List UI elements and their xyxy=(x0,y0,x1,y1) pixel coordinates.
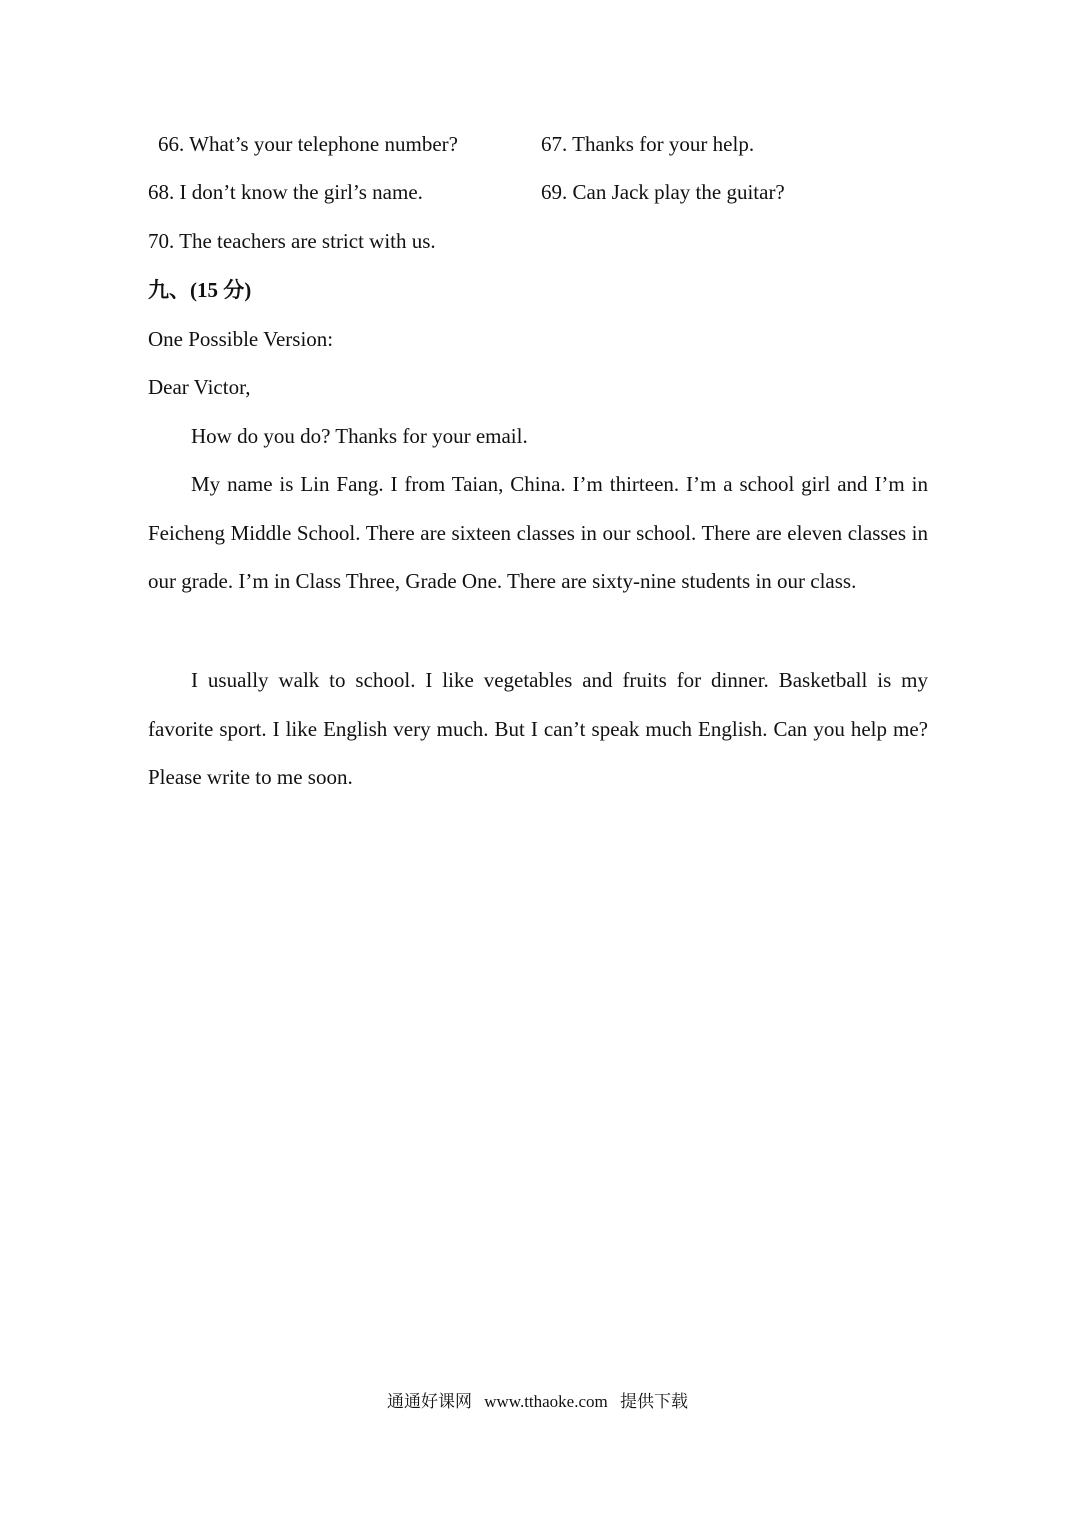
answer-69: 69. Can Jack play the guitar? xyxy=(541,180,785,204)
answer-70: 70. The teachers are strict with us. xyxy=(148,229,436,253)
letter-greeting: Dear Victor, xyxy=(148,375,251,399)
footer-site-name: 通通好课网 xyxy=(386,1392,472,1411)
section-subheading: One Possible Version: xyxy=(148,327,334,351)
letter-paragraph-3: I usually walk to school. I like vegetables and fruits for dinner. Basketball is my favorite sport. I like English very much. But I can’t speak much English. Can you help me? Please write to me soon. xyxy=(148,668,928,789)
section-heading: 九、(15 分) xyxy=(148,278,252,302)
answer-67: 67. Thanks for your help. xyxy=(541,132,755,156)
letter-paragraph-2: My name is Lin Fang. I from Taian, China. I’m thirteen. I’m a school girl and I’m in Feicheng Middle School. There are sixteen classes in our school. There are eleven classes in our grade. I’m in Class Three, Grade One. There are sixty-nine students in our class. xyxy=(148,472,928,593)
letter-paragraph-1: How do you do? Thanks for your email. xyxy=(191,424,528,448)
page-footer xyxy=(0,1389,1075,1415)
footer-url: www.tthaoke.com xyxy=(484,1392,608,1411)
answer-66: 66. What’s your telephone number? xyxy=(158,132,458,156)
footer-note: 提供下载 xyxy=(620,1392,689,1411)
answer-68: 68. I don’t know the girl’s name. xyxy=(148,180,423,204)
